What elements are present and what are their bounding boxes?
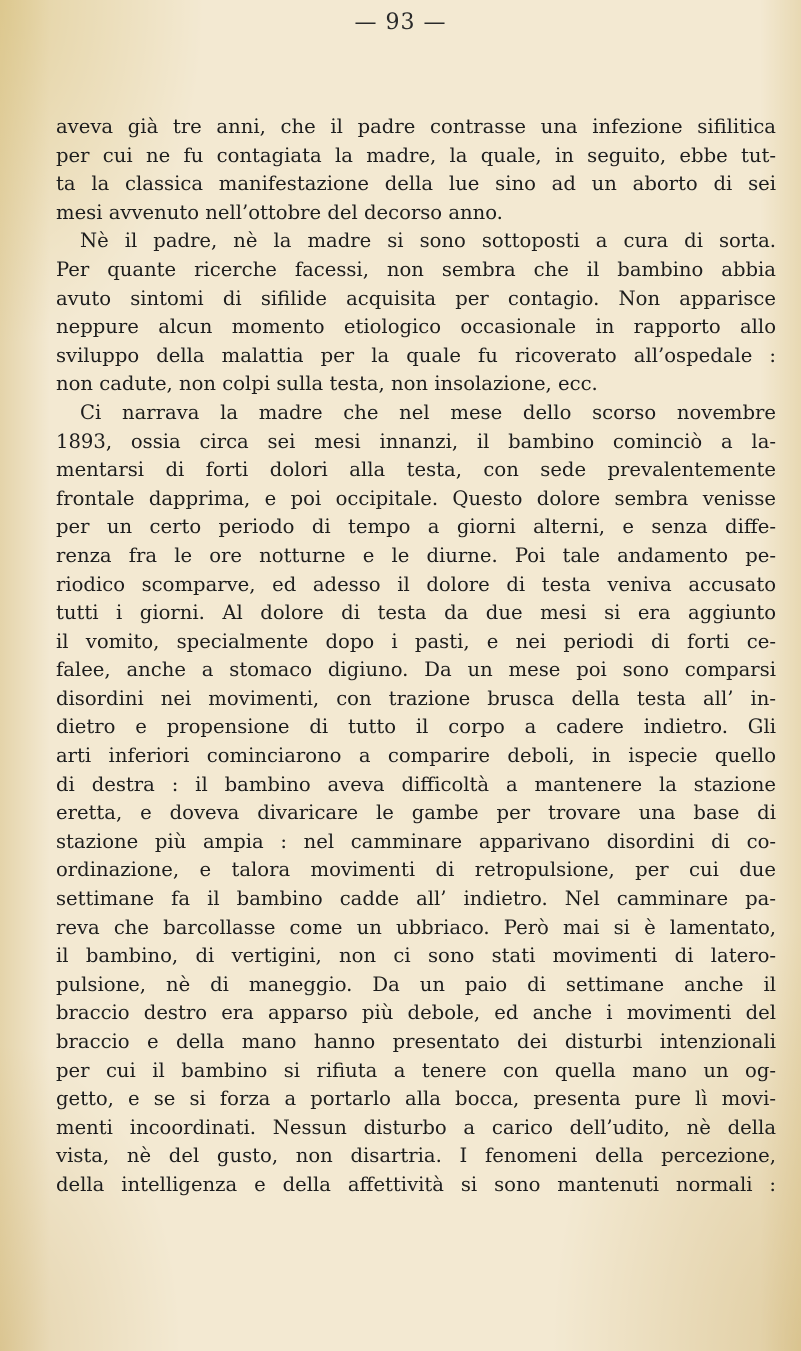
text-line: getto, e se si forza a portarlo alla bocca, presenta pure lì movi- [56, 1087, 776, 1111]
text-line: frontale dapprima, e poi occipitale. Questo dolore sembra venisse [56, 486, 776, 510]
text-line: per cui il bambino si rifiuta a tenere con quella mano un og- [56, 1058, 776, 1082]
text-line: braccio destro era apparso più debole, ed anche i movimenti del [56, 1001, 776, 1025]
text-line: stazione più ampia : nel camminare apparivano disordini di co- [56, 829, 776, 853]
text-line: neppure alcun momento etiologico occasionale in rapporto allo [56, 315, 776, 339]
text-line: braccio e della mano hanno presentato dei disturbi intenzionali [56, 1030, 776, 1053]
text-line: Nè il padre, nè la madre si sono sottoposti a cura di sorta. [80, 229, 776, 253]
text-line: di destra : il bambino aveva difficoltà a mantenere la stazione [56, 772, 776, 796]
text-line: ta la classica manifestazione della lue sino ad un aborto di sei [56, 172, 776, 196]
text-line: riodico scomparve, ed adesso il dolore di testa veniva accusato [56, 572, 776, 596]
text-line: sviluppo della malattia per la quale fu ricoverato all’ospedale : [56, 343, 776, 367]
text-line: falee, anche a stomaco digiuno. Da un mese poi sono comparsi [56, 658, 776, 682]
text-line: non cadute, non colpi sulla testa, non insolazione, ecc. [56, 372, 598, 396]
text-line: eretta, e doveva divaricare le gambe per trovare una base di [56, 801, 776, 825]
text-line: mentarsi di forti dolori alla testa, con sede prevalentemente [56, 458, 776, 482]
text-line: della intelligenza e della affettività si sono mantenuti normali : [56, 1172, 776, 1196]
text-line: arti inferiori cominciarono a comparire deboli, in ispecie quello [56, 744, 776, 768]
text-line: vista, nè del gusto, non disartria. I fenomeni della percezione, [56, 1144, 776, 1168]
text-line: il bambino, di vertigini, non ci sono stati movimenti di latero- [56, 944, 776, 968]
text-line: il vomito, specialmente dopo i pasti, e nei periodi di forti ce- [56, 629, 776, 653]
body-text [56, 113, 776, 1200]
text-line: tutti i giorni. Al dolore di testa da due mesi si era aggiunto [56, 601, 776, 625]
text-line: Per quante ricerche facessi, non sembra che il bambino abbia [56, 257, 776, 281]
text-line: disordini nei movimenti, con trazione brusca della testa all’ in- [56, 686, 776, 710]
text-line: reva che barcollasse come un ubbriaco. Però mai si è lamentato, [56, 915, 776, 939]
text-line: per cui ne fu contagiata la madre, la quale, in seguito, ebbe tut- [56, 143, 776, 167]
text-line: settimane fa il bambino cadde all’ indietro. Nel camminare pa- [56, 887, 776, 911]
text-line: renza fra le ore notturne e le diurne. Poi tale andamento pe- [56, 543, 776, 567]
text-line: avuto sintomi di sifilide acquisita per contagio. Non apparisce [56, 286, 776, 310]
text-line: aveva già tre anni, che il padre contrasse una infezione sifilitica [56, 115, 776, 138]
text-line: Ci narrava la madre che nel mese dello scorso novembre [80, 400, 776, 424]
text-line: ordinazione, e talora movimenti di retropulsione, per cui due [56, 858, 776, 882]
page-number: — 93 — [354, 10, 447, 35]
text-line: per un certo periodo di tempo a giorni alterni, e senza diffe- [56, 515, 776, 539]
text-line: menti incoordinati. Nessun disturbo a carico dell’udito, nè della [56, 1115, 776, 1139]
text-line: mesi avvenuto nell’ottobre del decorso anno. [56, 200, 503, 224]
text-line: pulsione, nè di maneggio. Da un paio di settimane anche il [56, 972, 776, 996]
text-line: 1893, ossia circa sei mesi innanzi, il bambino cominciò a la- [56, 429, 776, 453]
text-line: dietro e propensione di tutto il corpo a cadere indietro. Gli [56, 715, 776, 739]
